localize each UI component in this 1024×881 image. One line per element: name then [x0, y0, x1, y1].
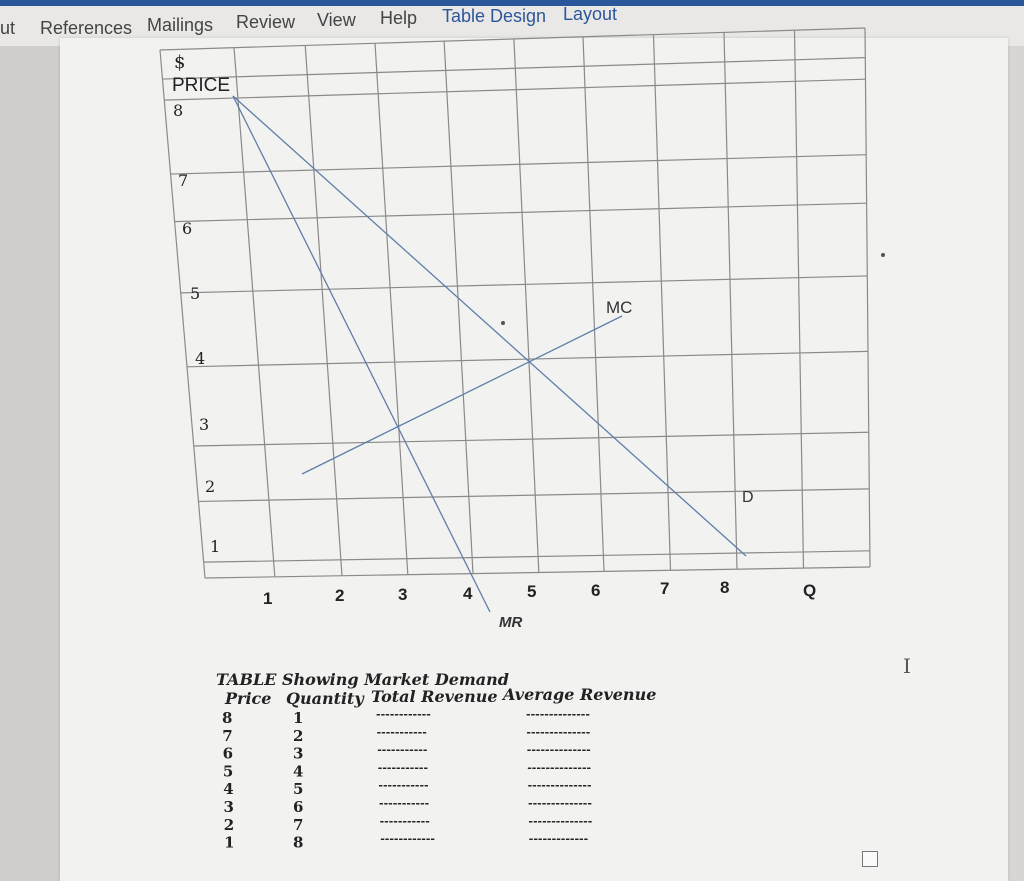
mr-label: MR	[499, 614, 523, 631]
grid-vline	[724, 32, 737, 569]
grid-vline	[514, 39, 539, 573]
row-price: 3	[223, 798, 234, 816]
col-header-average-revenue: Average Revenue	[503, 685, 657, 704]
series-line-mc	[302, 316, 622, 474]
grid-hline	[194, 432, 869, 446]
row-price: 4	[223, 780, 234, 799]
grid-hline	[164, 79, 865, 100]
tab-help[interactable]: Help	[380, 8, 418, 28]
row-total-revenue: -----------	[379, 797, 430, 810]
row-average-revenue: --------------	[526, 743, 591, 757]
col-header-total-revenue: Total Revenue	[371, 687, 498, 706]
stray-dot-2	[881, 253, 885, 257]
grid-hline	[175, 203, 867, 221]
y-tick-label: 3	[199, 415, 210, 434]
grid-hline	[198, 489, 869, 502]
tab-layout-partial[interactable]: ut	[0, 18, 16, 38]
grid-hline	[171, 155, 867, 174]
table-rows	[222, 708, 592, 852]
row-average-revenue: --------------	[527, 761, 592, 775]
demand-label: D	[742, 489, 754, 506]
row-total-revenue: -----------	[377, 743, 428, 757]
grid-vline	[865, 28, 870, 567]
y-tick-label: 4	[195, 349, 206, 368]
tab-table-design[interactable]: Table Design	[442, 6, 547, 26]
table-grid	[160, 28, 870, 578]
col-header-price: Price	[225, 689, 272, 708]
x-tick-label: 7	[660, 579, 670, 598]
x-tick-label: 1	[263, 589, 273, 608]
row-quantity: 1	[293, 709, 304, 727]
y-axis-symbol: $	[174, 52, 186, 73]
row-quantity: 7	[293, 815, 304, 834]
row-quantity: 8	[293, 833, 304, 852]
grid-hline	[187, 351, 868, 366]
row-total-revenue: -----------	[379, 814, 430, 828]
y-axis-labels	[172, 52, 230, 96]
y-tick-label: 2	[205, 477, 216, 496]
grid-vline	[234, 48, 275, 577]
row-total-revenue: -----------	[378, 779, 429, 793]
grid-vline	[795, 30, 804, 568]
grid-hline	[204, 551, 870, 562]
grid-hline	[162, 58, 865, 79]
row-price: 1	[224, 833, 235, 852]
grid-vline	[305, 45, 342, 575]
x-tick-label: 6	[591, 581, 601, 600]
y-axis-title: PRICE	[172, 75, 231, 96]
x-tick-label: 8	[720, 578, 730, 597]
grid-vline	[375, 43, 408, 574]
tab-view[interactable]: View	[317, 10, 356, 30]
tab-references[interactable]: References	[40, 18, 133, 38]
row-price: 8	[222, 709, 233, 727]
row-quantity: 6	[293, 798, 304, 816]
row-quantity: 2	[293, 726, 304, 745]
row-total-revenue: ------------	[380, 832, 435, 846]
y-tick-label: 1	[210, 537, 221, 556]
row-price: 7	[222, 726, 233, 745]
y-tick-label: 6	[182, 219, 193, 238]
row-average-revenue: --------------	[528, 814, 593, 828]
x-axis-title: Q	[803, 581, 817, 600]
x-tick-label: 5	[527, 582, 537, 601]
grid-vline	[654, 35, 671, 571]
row-average-revenue: --------------	[528, 797, 592, 810]
row-price: 2	[223, 815, 235, 834]
row-quantity: 4	[293, 762, 304, 781]
row-total-revenue: -----------	[377, 761, 429, 775]
y-tick-label: 8	[173, 101, 184, 120]
row-average-revenue: --------------	[527, 779, 592, 793]
row-price: 6	[222, 744, 234, 763]
row-average-revenue: --------------	[526, 725, 591, 739]
grid-vline	[160, 50, 205, 578]
tab-review[interactable]: Review	[236, 12, 296, 32]
checkbox-icon[interactable]	[862, 851, 878, 867]
row-total-revenue: -----------	[376, 725, 427, 739]
row-quantity: 5	[293, 780, 304, 799]
table-title: TABLE Showing Market Demand	[216, 670, 509, 689]
y-tick-label: 5	[190, 284, 201, 303]
grid-hline	[181, 276, 868, 293]
mc-label: MC	[606, 298, 633, 317]
row-price: 5	[222, 762, 234, 781]
col-header-quantity: Quantity	[286, 689, 364, 708]
row-quantity: 3	[293, 744, 304, 763]
stray-dot	[501, 321, 505, 325]
tab-mailings[interactable]: Mailings	[147, 15, 214, 35]
grid-vline	[583, 37, 604, 572]
x-tick-label: 3	[398, 585, 408, 604]
row-average-revenue: -------------	[528, 832, 589, 846]
y-tick-label: 7	[178, 171, 189, 190]
grid-hline	[160, 28, 865, 50]
x-tick-label: 2	[335, 586, 345, 605]
row-total-revenue: ------------	[376, 708, 431, 721]
text-cursor-icon: I	[903, 654, 911, 678]
grid-hline	[205, 567, 870, 578]
x-tick-label: 4	[463, 584, 473, 603]
tab-table-layout[interactable]: Layout	[563, 4, 618, 24]
row-average-revenue: --------------	[526, 708, 590, 721]
